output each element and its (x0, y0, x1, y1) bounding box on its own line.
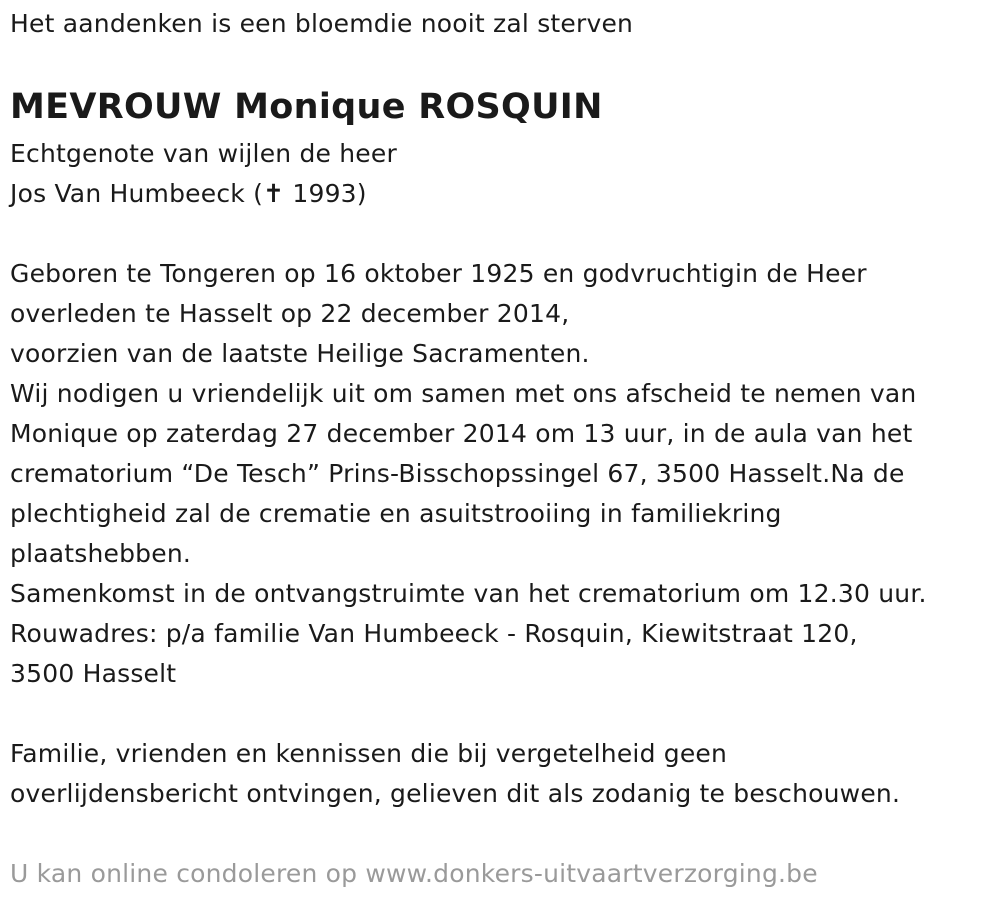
body-line-mourning-address: Rouwadres: p/a familie Van Humbeeck - Rosquin, Kiewitstraat 120, (10, 619, 858, 648)
spouse-line-1: Echtgenote van wijlen de heer (10, 139, 397, 168)
body-line-invitation: Wij nodigen u vriendelijk uit om samen met ons afscheid te nemen van (10, 379, 917, 408)
body-line-birth: Geboren te Tongeren op 16 oktober 1925 en godvruchtigin de Heer (10, 259, 867, 288)
body-line-city: 3500 Hasselt (10, 659, 177, 688)
body-line-ceremony: plechtigheid zal de crematie en asuitstrooiing in familiekring (10, 499, 782, 528)
body-line-ceremony-end: plaatshebben. (10, 539, 192, 568)
motto: Het aandenken is een bloemdie nooit zal sterven (10, 9, 634, 38)
footer-line-2: overlijdensbericht ontvingen, gelieven dit als zodanig te beschouwen. (10, 779, 901, 808)
footer-line-1: Familie, vrienden en kennissen die bij vergetelheid geen (10, 739, 728, 768)
body-line-venue: crematorium “De Tesch” Prins-Bisschopssingel 67, 3500 Hasselt.Na de (10, 459, 905, 488)
deceased-name: MEVROUW Monique ROSQUIN (10, 87, 603, 127)
spouse-line-2: Jos Van Humbeeck (✝ 1993) (10, 179, 367, 208)
body-line-sacraments: voorzien van de laatste Heilige Sacramenten. (10, 339, 590, 368)
body-line-death: overleden te Hasselt op 22 december 2014, (10, 299, 570, 328)
body-line-date: Monique op zaterdag 27 december 2014 om 13 uur, in de aula van het (10, 419, 913, 448)
online-condolence-link[interactable]: U kan online condoleren op www.donkers-uitvaartverzorging.be (10, 859, 818, 888)
body-line-gathering: Samenkomst in de ontvangstruimte van het crematorium om 12.30 uur. (10, 579, 927, 608)
